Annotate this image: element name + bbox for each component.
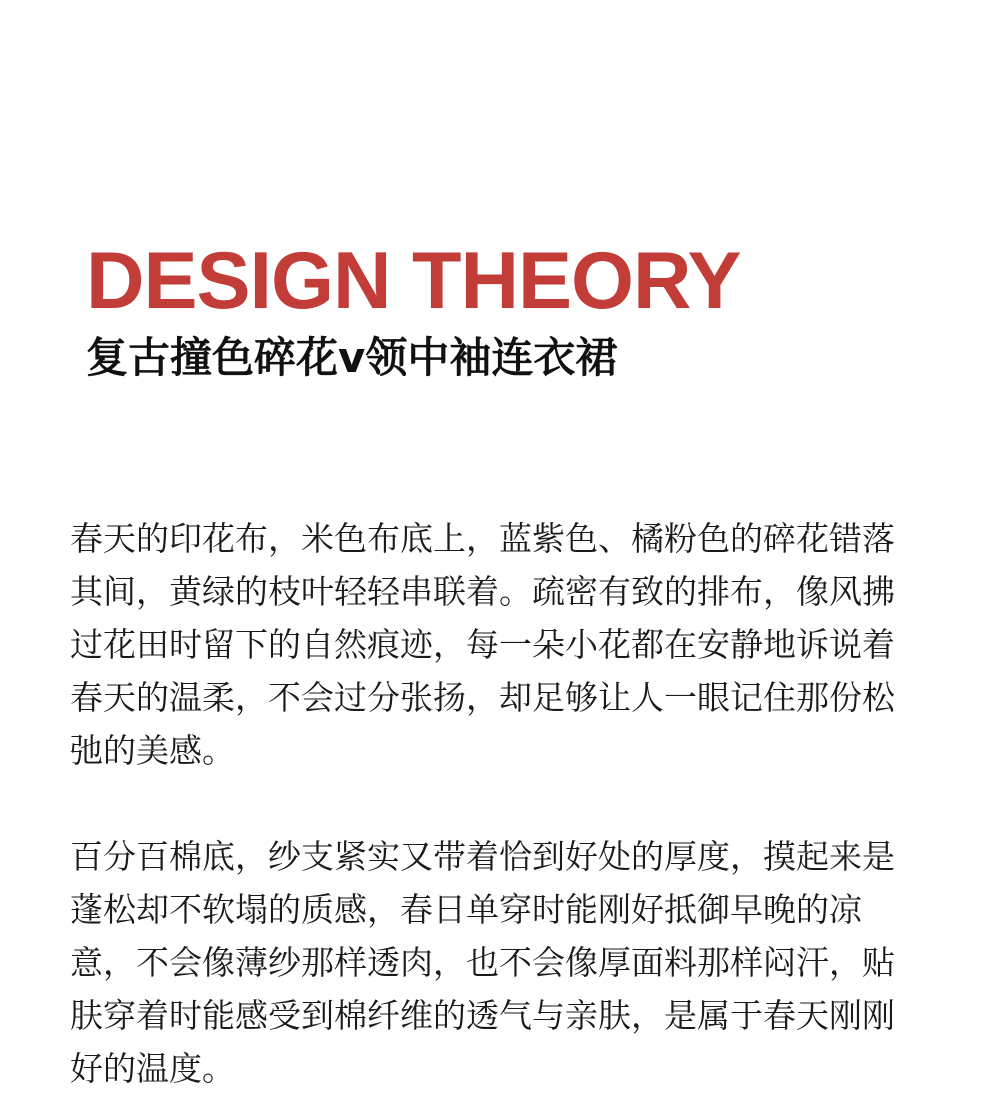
design-theory-title: DESIGN THEORY (86, 236, 741, 326)
print-description-paragraph: 春天的印花布，米色布底上，蓝紫色、橘粉色的碎花错落 其间，黄绿的枝叶轻轻串联着。疏密有致的排布，像风拂 过花田时留下的自然痕迹，每一朵小花都在安静地诉说着 春天的温柔，不会过分张扬，却足够让人一眼记住那份松 弛的美感。 (70, 519, 895, 770)
product-name-subtitle: 复古撞色碎花v领中袖连衣裙 (86, 333, 618, 382)
fabric-description-paragraph: 百分百棉底，纱支紧实又带着恰到好处的厚度，摸起来是 蓬松却不软塌的质感，春日单穿时能刚好抵御早晚的凉 意，不会像薄纱那样透肉，也不会像厚面料那样闷汗，贴 肤穿着时能感受到棉纤维的透气与亲肤，是属于春天刚刚 好的温度。 (70, 837, 895, 1088)
